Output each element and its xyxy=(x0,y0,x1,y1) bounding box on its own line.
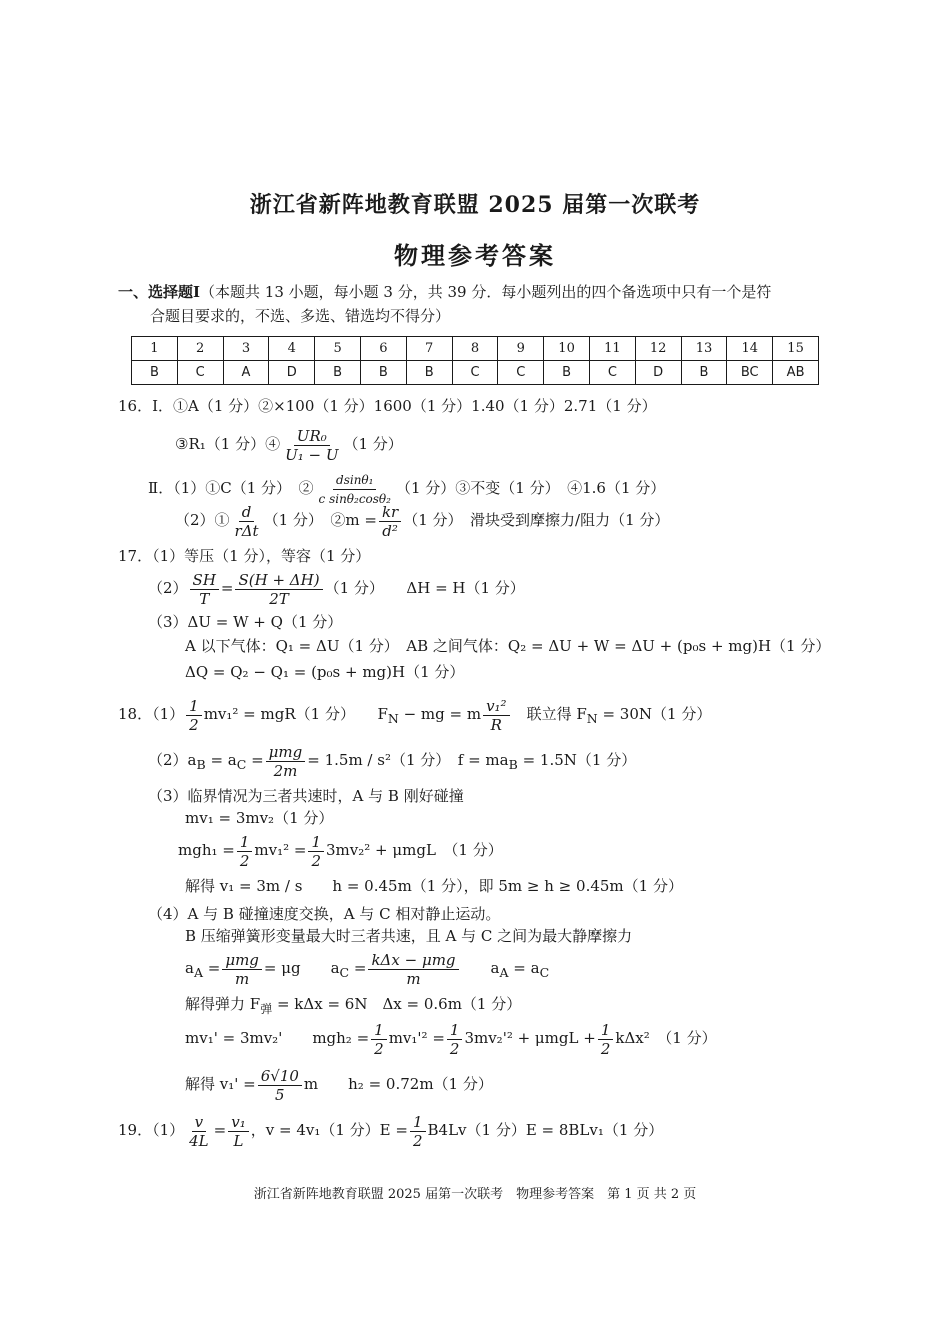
q17-line3: （3）ΔU = W + Q（1 分） xyxy=(148,613,343,631)
q16-part2-friction: （1 分） 滑块受到摩擦力/阻力（1 分） xyxy=(403,511,670,529)
q18-fraction-umgm xyxy=(222,951,262,988)
question-number-cell: 6 xyxy=(360,337,406,361)
q19-emf: B4Lv（1 分）E = 8BLv₁（1 分） xyxy=(427,1121,664,1139)
answer-cell: AB xyxy=(773,361,819,385)
q18-part2-label: （2）a xyxy=(148,751,197,769)
q18-fraction-half xyxy=(371,1021,387,1058)
q18-fraction-half xyxy=(598,1021,614,1058)
fraction-numerator: kr xyxy=(379,503,401,522)
question-number-cell: 8 xyxy=(452,337,498,361)
fraction-numerator: 1 xyxy=(410,1113,426,1132)
page-footer: 浙江省新阵地教育联盟 2025 届第一次联考 物理参考答案 第 1 页 共 2 页 xyxy=(253,1187,697,1202)
q18-fraction-sqrt xyxy=(258,1067,302,1104)
fraction-denominator: rΔt xyxy=(234,521,259,540)
fraction-denominator: R xyxy=(490,715,502,734)
q18-energy-mid: mv₁'² = xyxy=(388,1029,445,1047)
answer-table-number-row xyxy=(132,337,819,361)
equals-sign: = xyxy=(220,579,234,597)
answer-cell: B xyxy=(315,361,361,385)
fraction-denominator: L xyxy=(233,1131,244,1150)
fraction-denominator: U₁ − U xyxy=(285,445,339,464)
q18-force-eq: − mg = m xyxy=(398,705,482,723)
question-number-cell: 13 xyxy=(681,337,727,361)
q17-part2-label: （2） xyxy=(148,579,188,597)
fraction-numerator: UR₀ xyxy=(294,427,330,446)
q19-part1-label: （1） xyxy=(152,1121,185,1139)
fraction-denominator: 2 xyxy=(449,1039,460,1058)
equals: = a xyxy=(508,959,540,977)
q18-line7: （4）A 与 B 碰撞速度交换，A 与 C 相对静止运动。 xyxy=(148,905,501,923)
answer-cell: BC xyxy=(727,361,773,385)
q19-fraction-v4l xyxy=(186,1113,212,1150)
answer-cell: B xyxy=(544,361,590,385)
fraction-denominator: 2 xyxy=(412,1131,423,1150)
fraction-denominator: d² xyxy=(382,521,398,540)
question-number-cell: 10 xyxy=(544,337,590,361)
q18-fraction-kdx xyxy=(368,951,458,988)
q18-friction-result: = 1.5N（1 分） xyxy=(517,751,637,769)
question-number-cell: 7 xyxy=(406,337,452,361)
q18-line3: （3）临界情况为三者共速时，A 与 B 刚好碰撞 xyxy=(148,787,464,805)
q18-line4: mv₁ = 3mv₂（1 分） xyxy=(185,809,334,827)
equals: = xyxy=(246,751,264,769)
q18-line6: 解得 v₁ = 3m / s h = 0.45m（1 分），即 5m ≥ h ≥ 0.45m（1 分） xyxy=(185,877,683,895)
subscript: C xyxy=(539,965,550,980)
q18-spring-energy: kΔx² （1 分） xyxy=(615,1029,717,1047)
q19-fraction-half xyxy=(410,1113,426,1150)
answer-cell: D xyxy=(269,361,315,385)
q18-line5 xyxy=(178,830,503,870)
answer-cell: C xyxy=(498,361,544,385)
answer-cell: B xyxy=(681,361,727,385)
q18-line9 xyxy=(185,948,549,993)
q19-line1 xyxy=(118,1110,663,1150)
q18-result: = 30N（1 分） xyxy=(597,705,712,723)
q18-line10 xyxy=(185,994,521,1019)
q16-score: （1 分） xyxy=(343,435,403,453)
q18-spring-result: = kΔx = 6N Δx = 0.6m（1 分） xyxy=(272,995,522,1013)
fraction-numerator: S(H + ΔH) xyxy=(235,571,322,590)
q18-number: 18． xyxy=(118,705,153,723)
fraction-numerator: 1 xyxy=(237,833,253,852)
fraction-numerator: 1 xyxy=(447,1021,463,1040)
fraction-numerator: v xyxy=(192,1113,206,1132)
q18-fraction-half xyxy=(186,697,202,734)
answer-table xyxy=(131,336,819,385)
q17-line2 xyxy=(148,568,525,608)
q18-fraction-half xyxy=(447,1021,463,1058)
q19-fraction-v1l xyxy=(228,1113,249,1150)
q18-fraction-half xyxy=(308,833,324,870)
fraction-numerator: dsinθ₁ xyxy=(333,471,376,490)
q18-energy-mid: mv₁² = xyxy=(254,841,307,859)
question-number-cell: 11 xyxy=(589,337,635,361)
answer-cell: A xyxy=(223,361,269,385)
q18-line2 xyxy=(148,740,636,785)
question-number-cell: 12 xyxy=(635,337,681,361)
answer-cell: C xyxy=(177,361,223,385)
q18-line8: B 压缩弹簧形变量最大时三者共速，且 A 与 C 之间为最大静摩擦力 xyxy=(185,927,633,945)
q18-height-result: m h₂ = 0.72m（1 分） xyxy=(303,1075,493,1093)
fraction-numerator: 1 xyxy=(598,1021,614,1040)
q18-spring-force: 解得弹力 F xyxy=(185,995,261,1013)
q18-energy-eq: mv₁² = mgR（1 分） F xyxy=(203,705,388,723)
fraction-numerator: d xyxy=(239,503,255,522)
fraction-numerator: μmg xyxy=(266,743,306,762)
section1-desc: （本题共 13 小题，每小题 3 分，共 39 分．每小题列出的四个备选项中只有一个是符 xyxy=(200,283,772,301)
q18-energy-lhs: mgh₁ = xyxy=(178,841,235,859)
section1-desc-line2: 合题目要求的，不选、多选、错选均不得分） xyxy=(150,307,451,325)
q17-fraction-sh xyxy=(190,571,219,608)
fraction-denominator: m xyxy=(235,969,250,988)
document-title: 浙江省新阵地教育联盟 2025 届第一次联考 xyxy=(249,192,701,218)
fraction-numerator: v₁² xyxy=(483,697,510,716)
q16-line1 xyxy=(118,396,657,416)
subscript: C xyxy=(236,757,247,772)
answer-cell: C xyxy=(589,361,635,385)
equals: = xyxy=(349,959,367,977)
fraction-numerator: 6√10 xyxy=(258,1067,302,1086)
q18-energy-rhs: 3mv₂'² + μmgL + xyxy=(464,1029,596,1047)
q16-part2-m: （1 分） ②m = xyxy=(263,511,377,529)
q17-fraction-shdh xyxy=(235,571,322,608)
q18-velocity-result: 解得 v₁' = xyxy=(185,1075,256,1093)
subscript: B xyxy=(196,757,206,772)
fraction-denominator: c sinθ₂cosθ₂ xyxy=(318,491,391,506)
q18-fraction-v2r xyxy=(483,697,510,734)
fraction-denominator: 5 xyxy=(275,1085,285,1104)
fraction-denominator: 2 xyxy=(239,851,250,870)
equals-sign: = xyxy=(213,1121,227,1139)
fraction-denominator: 2 xyxy=(189,715,199,734)
question-number-cell: 9 xyxy=(498,337,544,361)
question-number-cell: 2 xyxy=(177,337,223,361)
question-number-cell: 1 xyxy=(132,337,178,361)
answer-table-answer-row xyxy=(132,361,819,385)
fraction-numerator: kΔx − μmg xyxy=(368,951,458,970)
fraction-numerator: SH xyxy=(190,571,219,590)
q16-number: 16． xyxy=(118,397,153,415)
accel-symbol: a xyxy=(460,959,500,977)
answer-cell: B xyxy=(406,361,452,385)
q16-line2 xyxy=(175,424,403,464)
subscript: 弹 xyxy=(260,1002,273,1016)
q16-line4 xyxy=(175,500,669,540)
q18-line11 xyxy=(185,1018,717,1058)
fraction-denominator: 2T xyxy=(269,589,289,608)
q18-line1 xyxy=(118,694,711,739)
fraction-numerator: 1 xyxy=(371,1021,387,1040)
fraction-denominator: T xyxy=(199,589,210,608)
fraction-numerator: 1 xyxy=(308,833,324,852)
question-number-cell: 5 xyxy=(315,337,361,361)
accel-symbol: a xyxy=(185,959,194,977)
answer-cell: D xyxy=(635,361,681,385)
q16-part2-rest: （1 分）③不变（1 分） ④1.6（1 分） xyxy=(395,479,666,497)
q18-accel-result: = 1.5m / s²（1 分） f = ma xyxy=(307,751,509,769)
q19-velocity: ，v = 4v₁（1 分）E = xyxy=(250,1121,408,1139)
q16-fraction-d xyxy=(232,503,262,540)
subscript: B xyxy=(508,757,518,772)
fraction-numerator: 1 xyxy=(186,697,202,716)
q17-line1 xyxy=(118,546,370,566)
subscript: C xyxy=(339,965,350,980)
fraction-denominator: 2 xyxy=(374,1039,384,1058)
question-number-cell: 3 xyxy=(223,337,269,361)
q16-fraction-kr xyxy=(379,503,401,540)
subscript: A xyxy=(193,965,203,980)
q17-part1: （1）等压（1 分），等容（1 分） xyxy=(152,547,371,565)
q17-number: 17． xyxy=(118,547,153,565)
fraction-denominator: 2 xyxy=(600,1039,611,1058)
question-number-cell: 14 xyxy=(727,337,773,361)
q19-number: 19． xyxy=(118,1121,153,1139)
subscript: N xyxy=(586,711,598,726)
answer-cell: C xyxy=(452,361,498,385)
q17-line5: ΔQ = Q₂ − Q₁ = (p₀s + mg)H（1 分） xyxy=(185,663,465,681)
equals: = xyxy=(202,959,221,977)
answer-cell: B xyxy=(360,361,406,385)
q16-part2-item1: Ⅱ．（1）①C（1 分） ② xyxy=(148,479,314,497)
equals: = a xyxy=(205,751,237,769)
fraction-denominator: 4L xyxy=(189,1131,209,1150)
question-number-cell: 15 xyxy=(773,337,819,361)
q18-fraction-half xyxy=(237,833,253,870)
subscript: N xyxy=(387,711,399,726)
q18-part1-label: （1） xyxy=(152,705,185,723)
q16-part1-item3: ③R₁（1 分）④ xyxy=(175,435,281,453)
fraction-denominator: 2 xyxy=(311,851,321,870)
q18-fraction-umg2m xyxy=(266,743,306,780)
q18-line12 xyxy=(185,1064,493,1104)
section1-heading-line xyxy=(118,282,771,302)
question-number-cell: 4 xyxy=(269,337,315,361)
q16-part2-2: （2）① xyxy=(175,511,230,529)
fraction-denominator: 2m xyxy=(273,761,298,780)
fraction-denominator: m xyxy=(406,969,421,988)
q18-accel-c: = μg a xyxy=(263,959,340,977)
q17-line4: A 以下气体：Q₁ = ΔU（1 分） AB 之间气体：Q₂ = ΔU + W = ΔU + (p₀s + mg)H（1 分） xyxy=(185,637,831,655)
section1-heading: 一、选择题Ⅰ xyxy=(118,283,201,301)
q17-part2-rest: （1 分） ΔH = H（1 分） xyxy=(324,579,525,597)
fraction-numerator: v₁ xyxy=(228,1113,249,1132)
q16-fraction-ur0 xyxy=(282,427,341,464)
subscript: A xyxy=(499,965,509,980)
q18-combined: 联立得 F xyxy=(511,705,587,723)
q18-momentum-energy: mv₁' = 3mv₂' mgh₂ = xyxy=(185,1029,370,1047)
answer-cell: B xyxy=(132,361,178,385)
document-subtitle: 物理参考答案 xyxy=(394,241,556,270)
q16-part1-text: Ⅰ．①A（1 分）②×100（1 分）1600（1 分）1.40（1 分）2.71（1 分） xyxy=(152,397,657,415)
fraction-numerator: μmg xyxy=(222,951,262,970)
q18-energy-rhs: 3mv₂² + μmgL （1 分） xyxy=(326,841,503,859)
